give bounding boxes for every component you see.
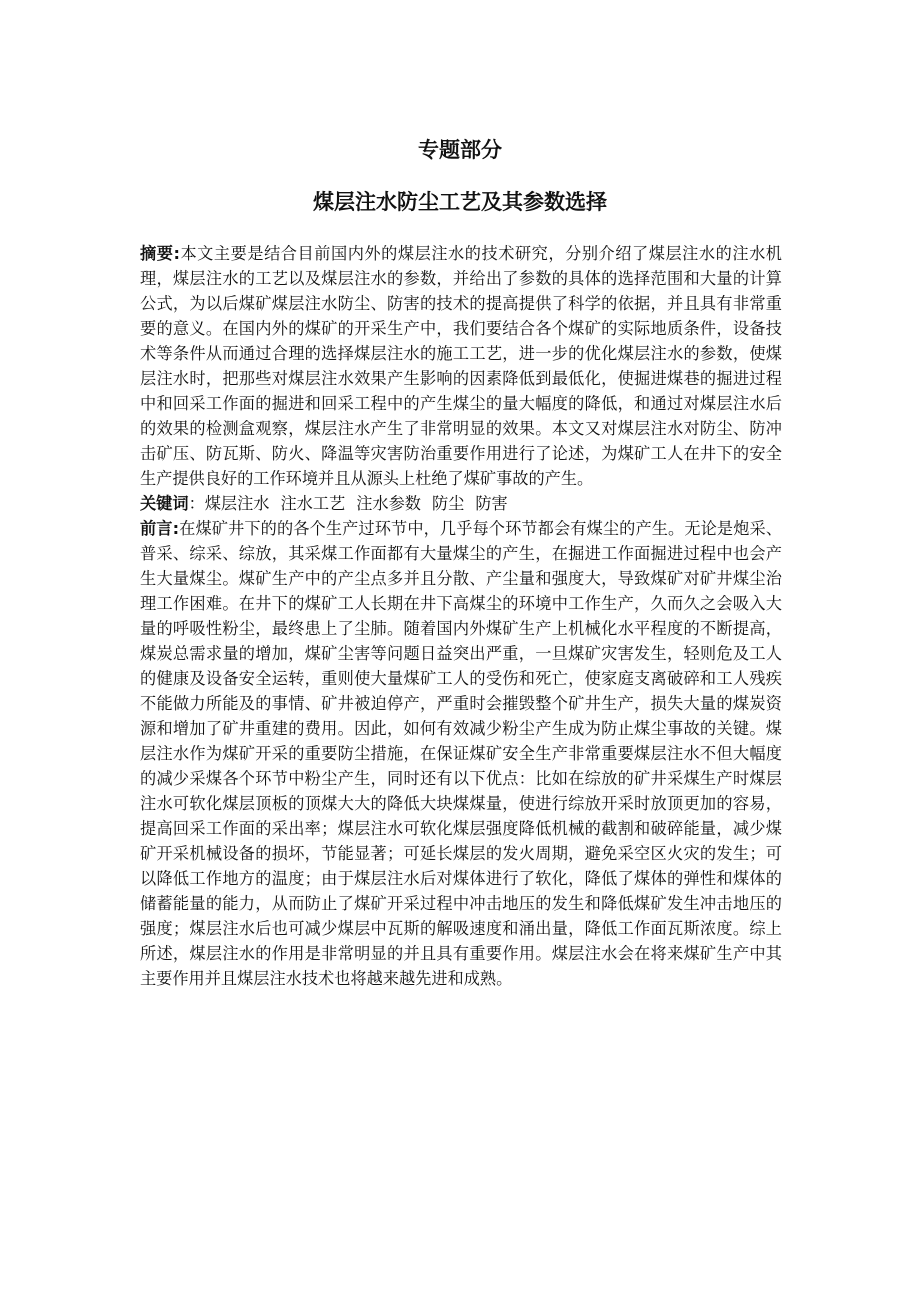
- keyword-item: 注水工艺: [280, 494, 346, 513]
- section-heading: 专题部分: [418, 138, 502, 162]
- document-title: 煤层注水防尘工艺及其参数选择: [313, 190, 607, 214]
- abstract-label: 摘要:: [140, 244, 180, 263]
- keyword-item: 煤层注水: [204, 494, 270, 513]
- abstract-text: 本文主要是结合目前国内外的煤层注水的技术研究，分别介绍了煤层注水的注水机理，煤层注水的工艺以及煤层注水的参数，并给出了参数的具体的选择范围和大量的计算公式，为以后煤矿煤层注水防尘、防害的技术的提高提供了科学的依据，并且具有非常重要的意义。在国内外的煤矿的开采生产中，我们要结合各个煤矿的实际地质条件，设备技术等条件从而通过合理的选择煤层注水的施工工艺，进一步的优化煤层注水的参数，使煤层注水时，把那些对煤层注水效果产生影响的因素降低到最低化，使掘进煤巷的掘进过程中和回采工作面的掘进和回采工程中的产生煤尘的量大幅度的降低，和通过对煤层注水后的效果的检测盒观察，煤层注水产生了非常明显的效果。本文又对煤层注水对防尘、防冲击矿压、防瓦斯、防火、降温等灾害防治重要作用进行了论述，为煤矿工人在井下的安全生产提供良好的工作环境并且从源头上杜绝了煤矿事故的产生。: [140, 244, 782, 488]
- keyword-item: 注水参数: [356, 494, 421, 513]
- preface-text: 在煤矿井下的的各个生产过环节中，几乎每个环节都会有煤尘的产生。无论是炮采、普采、综采、综放，其采煤工作面都有大量煤尘的产生，在掘进工作面掘进过程中也会产生大量煤尘。煤矿生产中的产尘点多并且分散、产尘量和强度大，导致煤矿对矿井煤尘治理工作困难。在井下的煤矿工人长期在井下高煤尘的环境中工作生产，久而久之会吸入大量的呼吸性粉尘，最终患上了尘肺。随着国内外煤矿生产上机械化水平程度的不断提高，煤炭总需求量的增加，煤矿尘害等问题日益突出严重，一旦煤矿灾害发生，轻则危及工人的健康及设备安全运转，重则使大量煤矿工人的受伤和死亡，使家庭支离破碎和工人残疾不能做力所能及的事情、矿井被迫停产，严重时会摧毁整个矿井生产，损失大量的煤炭资源和增加了矿井重建的费用。因此，如何有效减少粉尘产生成为防止煤尘事故的关键。煤层注水作为煤矿开采的重要防尘措施，在保证煤矿安全生产非常重要煤层注水不但大幅度的减少采煤各个环节中粉尘产生，同时还有以下优点：比如在综放的矿井采煤生产时煤层注水可软化煤层顶板的顶煤大大的降低大块煤煤量，使进行综放开采时放顶更加的容易，提高回采工作面的采出率；煤层注水可软化煤层强度降低机械的截割和破碎能量，减少煤矿开采机械设备的损坏，节能显著；可延长煤层的发火周期，避免采空区火灾的发生；可以降低工作地方的温度；由于煤层注水后对煤体进行了软化，降低了煤体的弹性和煤体的储蓄能量的能力，从而防止了煤矿开采过程中冲击地压的发生和降低煤矿发生冲击地压的强度；煤层注水后也可减少煤层中瓦斯的解吸速度和涌出量，降低工作面瓦斯浓度。综上所述，煤层注水的作用是非常明显的并且具有重要作用。煤层注水会在将来煤矿生产中其主要作用并且煤层注水技术也将越来越先进和成熟。: [140, 519, 783, 988]
- abstract-paragraph: [140, 241, 782, 491]
- keywords-label: 关键词: [140, 494, 189, 513]
- document-body: [140, 241, 782, 991]
- keywords-line: [140, 491, 782, 516]
- keywords-separator: ：: [188, 494, 205, 513]
- preface-paragraph: [140, 516, 782, 991]
- keyword-item: 防害: [475, 494, 508, 513]
- keyword-item: 防尘: [432, 494, 465, 513]
- preface-label: 前言:: [140, 519, 180, 538]
